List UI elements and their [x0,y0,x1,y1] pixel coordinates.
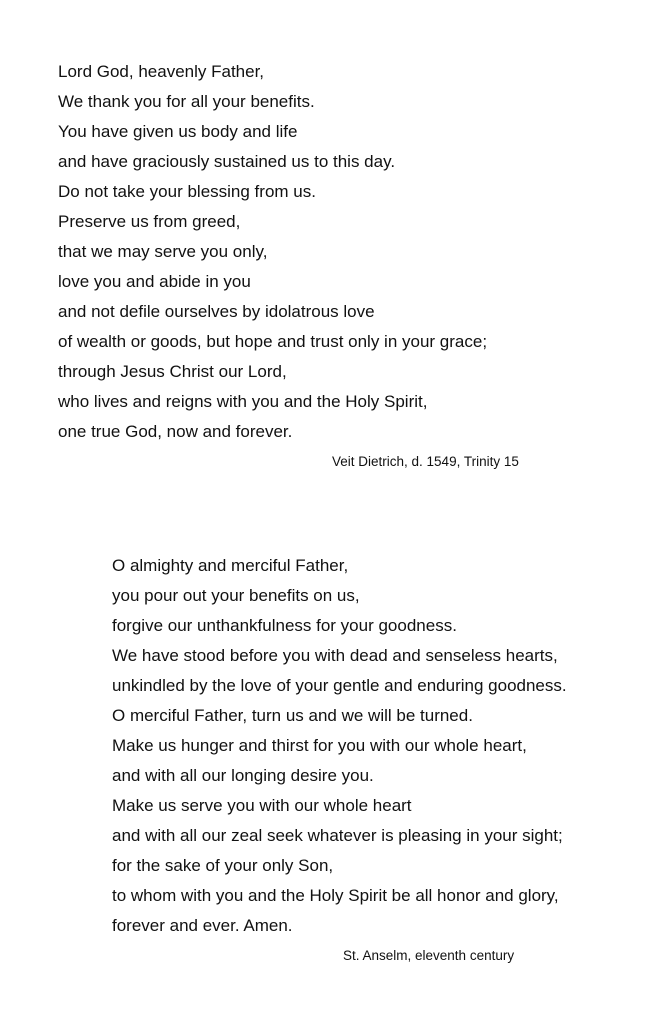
attribution-dietrich: Veit Dietrich, d. 1549, Trinity 15 [332,454,519,469]
prayer-line: and have graciously sustained us to this day. [58,152,396,171]
prayer-line: who lives and reigns with you and the Holy Spirit, [58,392,428,411]
prayer-line: Make us hunger and thirst for you with our whole heart, [112,736,527,755]
prayer-line: one true God, now and forever. [58,422,293,441]
prayer-line: and with all our zeal seek whatever is pleasing in your sight; [112,826,563,845]
prayer-line: O merciful Father, turn us and we will be turned. [112,706,473,725]
prayer-line: for the sake of your only Son, [112,856,334,875]
prayer-line: O almighty and merciful Father, [112,556,349,575]
prayer-line: of wealth or goods, but hope and trust only in your grace; [58,332,488,351]
prayer-line: you pour out your benefits on us, [112,586,360,605]
prayer-line: to whom with you and the Holy Spirit be all honor and glory, [112,886,559,905]
prayer-line: forgive our unthankfulness for your goodness. [112,616,457,635]
prayer-line: and with all our longing desire you. [112,766,374,785]
attribution-anselm: St. Anselm, eleventh century [343,948,515,963]
prayer-line: Preserve us from greed, [58,212,241,231]
prayer-line: that we may serve you only, [58,242,268,261]
prayer-line: We have stood before you with dead and senseless hearts, [112,646,558,665]
prayer-line: and not defile ourselves by idolatrous love [58,302,375,321]
prayer-line: love you and abide in you [58,272,251,291]
prayer-line: We thank you for all your benefits. [58,92,315,111]
prayer-line: Do not take your blessing from us. [58,182,316,201]
prayer-anselm [112,551,652,941]
prayer-line: You have given us body and life [58,122,298,141]
prayer-line: Make us serve you with our whole heart [112,796,412,815]
prayer-line: forever and ever. Amen. [112,916,293,935]
prayer-line: Lord God, heavenly Father, [58,62,265,81]
prayer-line: unkindled by the love of your gentle and enduring goodness. [112,676,567,695]
prayer-line: through Jesus Christ our Lord, [58,362,287,381]
prayer-dietrich [58,57,618,447]
